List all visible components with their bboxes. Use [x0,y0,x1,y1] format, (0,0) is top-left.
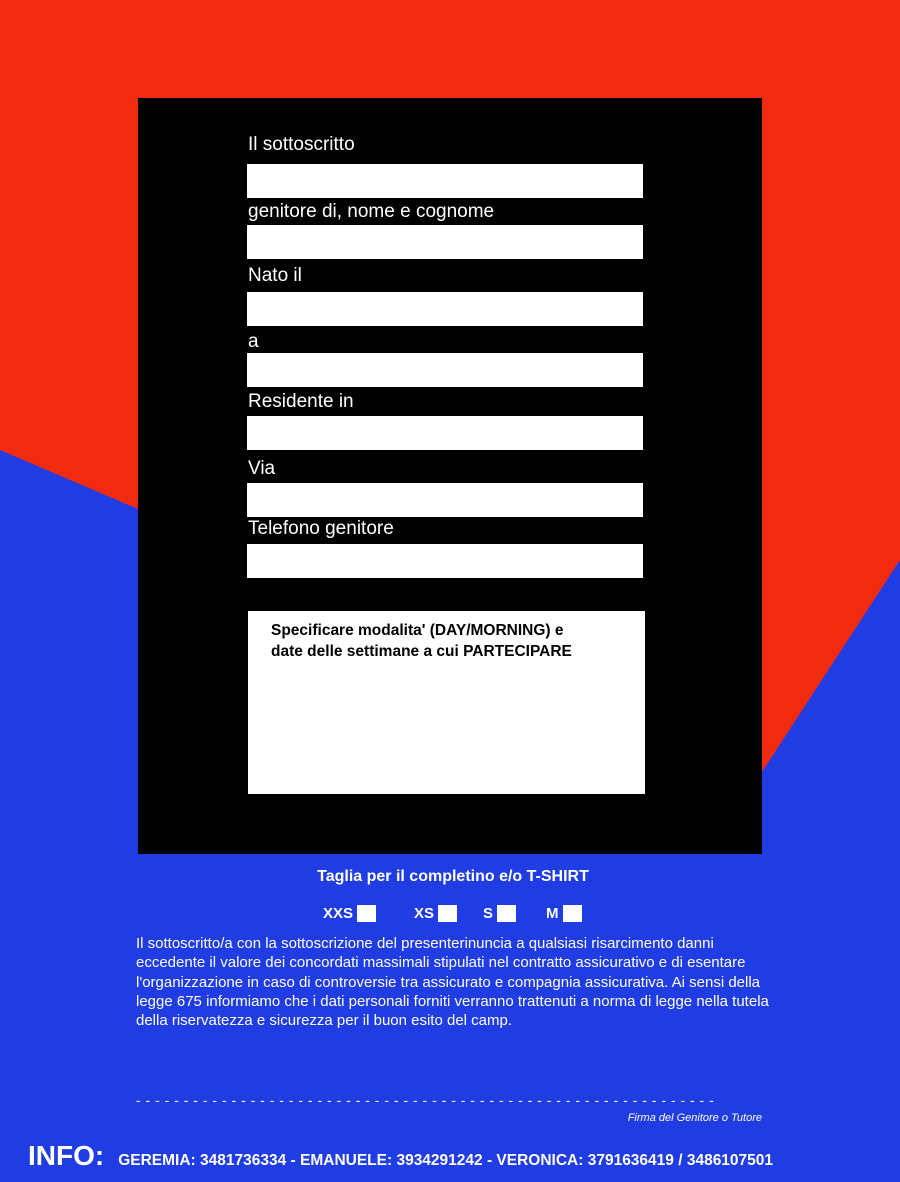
info-footer [28,1140,773,1172]
label-luogo-nascita: a [248,331,259,352]
signature-caption: Firma del Genitore o Tutore [627,1112,762,1124]
label-telefono-genitore: Telefono genitore [248,518,394,539]
size-option-xs[interactable] [414,903,457,923]
size-label-m: M [546,904,559,922]
size-checkbox-s[interactable] [497,905,516,922]
luogo-nascita-input[interactable] [247,353,643,387]
size-label-xs: XS [414,904,435,922]
size-checkbox-xxs[interactable] [357,905,376,922]
size-checkbox-m[interactable] [563,905,582,922]
notes-line-1: Specificare modalita' (DAY/MORNING) e [271,622,564,639]
info-contacts: GEREMIA: 3481736334 - EMANUELE: 3934291242 - VERONICA: 3791636419 / 3486107501 [118,1152,774,1169]
info-label: INFO: [28,1140,105,1171]
genitore-di-input[interactable] [247,225,643,259]
label-residente-in: Residente in [248,391,354,412]
via-input[interactable] [247,483,643,517]
size-option-m[interactable] [546,903,582,923]
size-title: Taglia per il completino e/o T-SHIRT [317,868,589,885]
telefono-genitore-input[interactable] [247,544,643,578]
size-option-xxs[interactable] [323,903,376,923]
participation-notes-instructions [271,620,641,662]
label-via: Via [248,458,276,479]
residente-in-input[interactable] [247,416,643,450]
notes-line-2: date delle settimane a cui PARTECIPARE [271,643,572,660]
disclaimer-text: Il sottoscritto/a con la sottoscrizione del presenterinuncia a qualsiasi risarcimento danni eccedente il valore dei concordati massimali stipulati nel contratto assicurativo e di esentare l'organizzazione in caso di controversie tra assicurato e compagnia assicurativa. Ai sensi della legge 675 informiamo che i dati personali forniti verranno trattenuti a norma di legge nella tutela della riservatezza e sicurezza per il buon esito del camp. [136,935,769,1030]
label-nato-il: Nato il [248,265,302,286]
size-label-xxs: XXS [323,904,354,922]
size-checkbox-xs[interactable] [438,905,457,922]
label-genitore-di: genitore di, nome e cognome [248,201,495,222]
size-label-s: S [483,904,494,922]
nato-il-input[interactable] [247,292,643,326]
label-sottoscritto: Il sottoscritto [248,134,355,155]
signature-line[interactable]: - - - - - - - - - - - - - - - - - - - - - - - - - - - - - - - - - - - - - - - - - - - - - - - - - - - - - - - - - - - - - [136,1092,715,1108]
sottoscritto-input[interactable] [247,164,643,198]
size-option-s[interactable] [483,903,516,923]
